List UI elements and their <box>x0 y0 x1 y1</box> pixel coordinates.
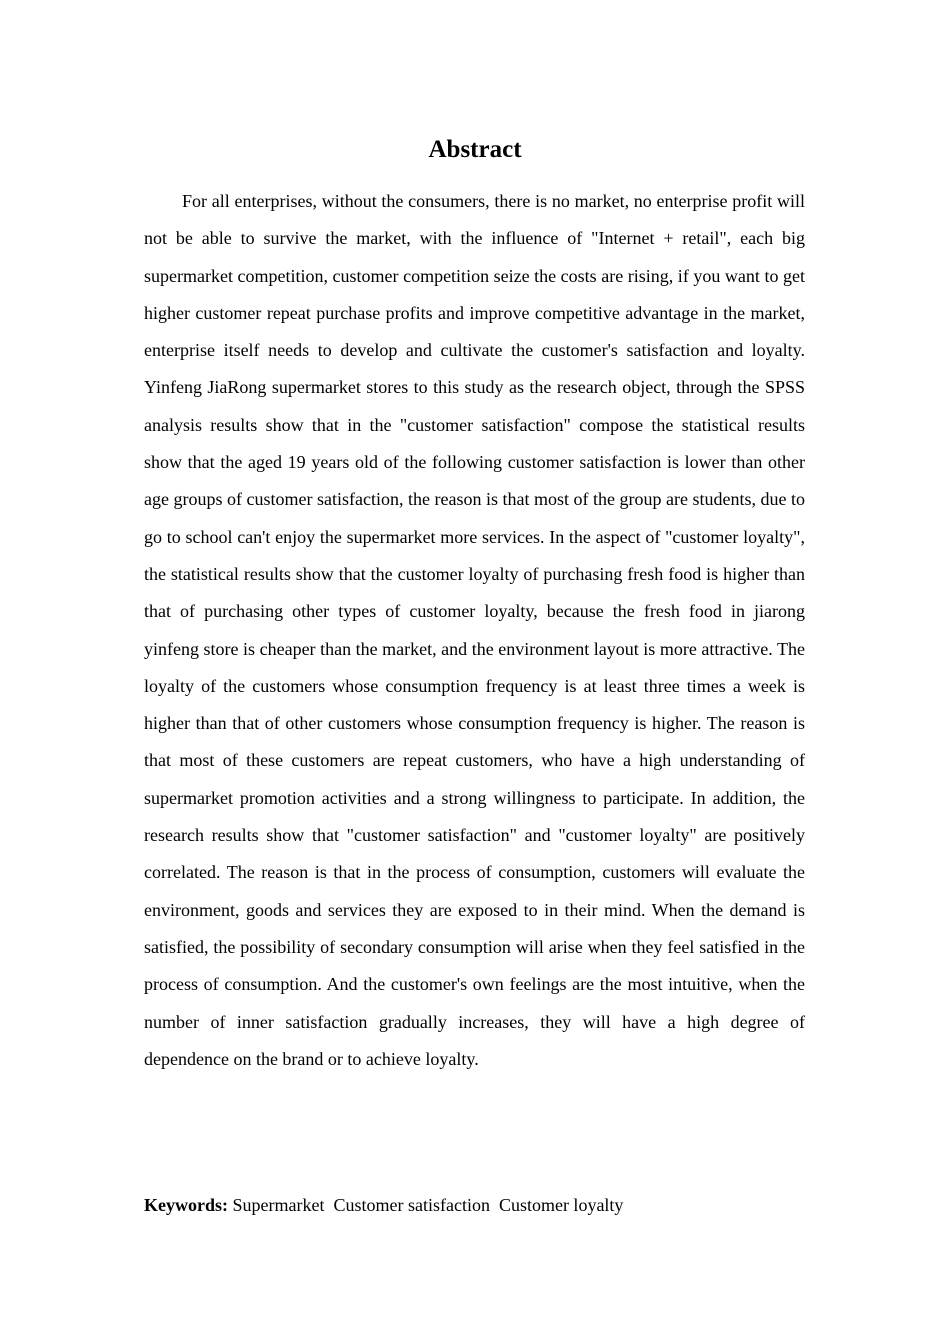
abstract-title: Abstract <box>428 136 522 163</box>
abstract-body: For all enterprises, without the consumers, there is no market, no enterprise profit will not be able to survive the market, with the influence of "Internet + retail", each big supermarket competition, customer competition seize the costs are rising, if you want to get higher customer repeat purchase profits and improve competitive advantage in the market, enterprise itself needs to develop and cultivate the customer's satisfaction and loyalty. Yinfeng JiaRong supermarket stores to this study as the research object, through the SPSS analysis results show that in the "customer satisfaction" compose the statistical results show that the aged 19 years old of the following customer satisfaction is lower than other age groups of customer satisfaction, the reason is that most of the group are students, due to go to school can't enjoy the supermarket more services. In the aspect of "customer loyalty", the statistical results show that the customer loyalty of purchasing fresh food is higher than that of purchasing other types of customer loyalty, because the fresh food in jiarong yinfeng store is cheaper than the market, and the environment layout is more attractive. The loyalty of the customers whose consumption frequency is at least three times a week is higher than that of other customers whose consumption frequency is higher. The reason is that most of these customers are repeat customers, who have a high understanding of supermarket promotion activities and a strong willingness to participate. In addition, the research results show that "customer satisfaction" and "customer loyalty" are positively correlated. The reason is that in the process of consumption, customers will evaluate the environment, goods and services they are exposed to in their mind. When the demand is satisfied, the possibility of secondary consumption will arise when they feel satisfied in the process of consumption. And the customer's own feelings are the most intuitive, when the number of inner satisfaction gradually increases, they will have a high degree of dependence on the brand or to achieve loyalty. <box>144 191 805 1069</box>
keywords-label: Keywords: <box>144 1195 228 1215</box>
keywords-text: Supermarket Customer satisfaction Customer loyalty <box>228 1195 624 1215</box>
keywords-line <box>144 1187 805 1224</box>
